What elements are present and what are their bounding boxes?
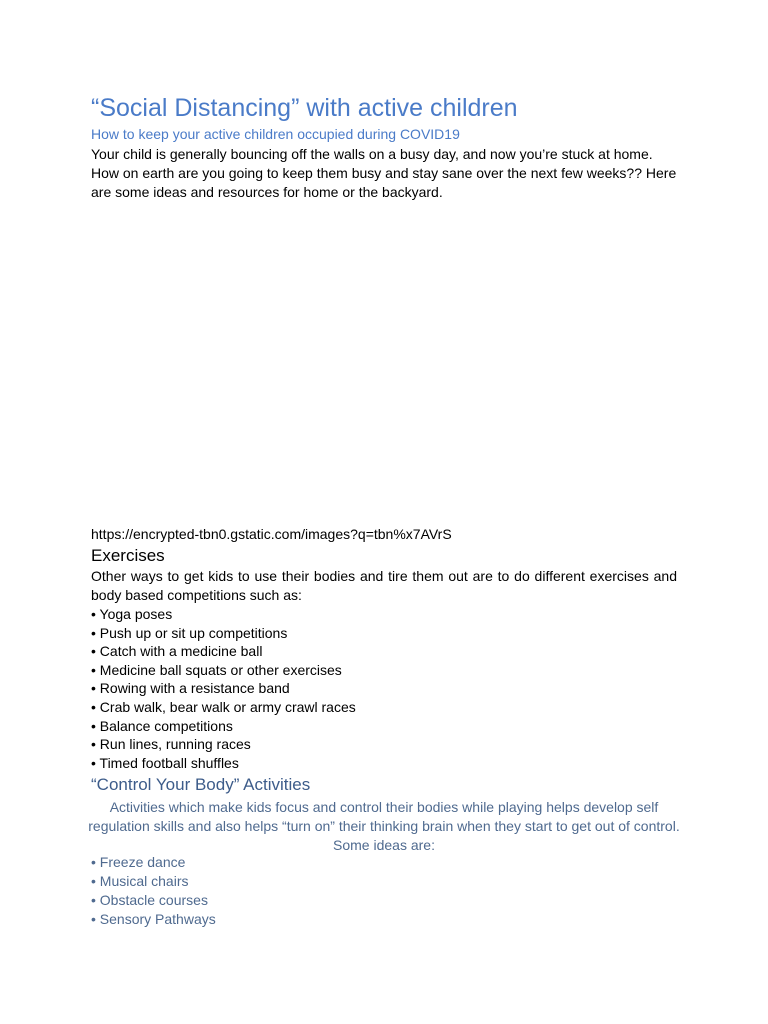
exercise-list: [91, 605, 356, 772]
control-intro: Activities which make kids focus and control their bodies while playing helps develop self regulation skills and also helps “turn on” their thinking brain when they start to get out of control. Some ideas are:: [88, 799, 680, 853]
image-source-url: https://encrypted-tbn0.gstatic.com/images?q=tbn%x7AVrS: [91, 526, 452, 542]
list-item: • Run lines, running races: [91, 736, 251, 753]
list-item: • Medicine ball squats or other exercises: [91, 661, 342, 678]
page-title: “Social Distancing” with active children: [91, 94, 518, 122]
list-item: • Rowing with a resistance band: [91, 680, 290, 697]
exercises-intro: Other ways to get kids to use their bodies and tire them out are to do different exercises and body based competitions such as:: [91, 568, 677, 603]
control-activity-list: [91, 853, 216, 929]
list-item: • Crab walk, bear walk or army crawl races: [91, 698, 356, 715]
intro-paragraph: Your child is generally bouncing off the walls on a busy day, and now you’re stuck at home. How on earth are you going to keep them busy and stay sane over the next few weeks?? Here are some ideas and resources for home or the backyard.: [91, 146, 677, 200]
list-item: • Push up or sit up competitions: [91, 624, 288, 641]
list-item: • Sensory Pathways: [91, 911, 216, 927]
list-item: • Obstacle courses: [91, 892, 208, 908]
list-item: • Catch with a medicine ball: [91, 643, 263, 660]
control-heading: “Control Your Body” Activities: [91, 775, 311, 794]
blank-image-area: [91, 208, 677, 518]
exercises-heading: Exercises: [91, 546, 165, 565]
list-item: • Freeze dance: [91, 854, 186, 870]
list-item: • Timed football shuffles: [91, 754, 239, 771]
list-item: • Musical chairs: [91, 873, 189, 889]
list-item: • Balance competitions: [91, 717, 233, 734]
list-item: • Yoga poses: [91, 606, 173, 622]
page-subtitle: How to keep your active children occupied during COVID19: [91, 126, 460, 142]
